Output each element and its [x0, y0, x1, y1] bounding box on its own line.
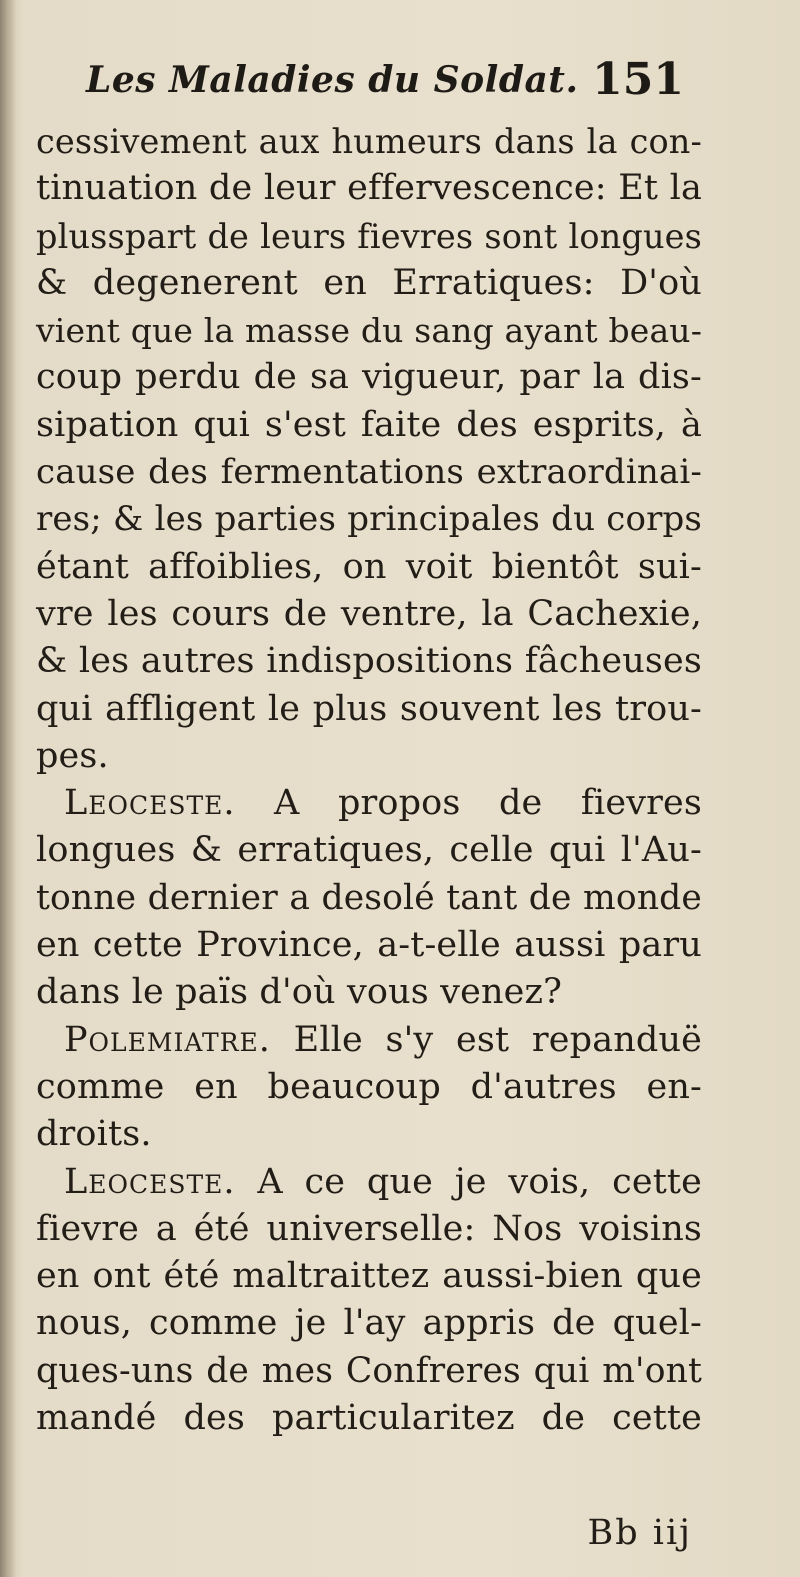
- text-line: qui affligent le plus souvent les trou-: [36, 688, 702, 729]
- text-line: sipation qui s'est faite des esprits, à: [36, 404, 702, 445]
- text-line: coup perdu de sa vigueur, par la dis-: [36, 357, 702, 398]
- text-line: en cette Province, a-t-elle aussi paru: [36, 925, 702, 966]
- signature-mark: Bb iij: [587, 1513, 692, 1553]
- text-line: droits.: [36, 1114, 152, 1155]
- body-text: [36, 118, 702, 1442]
- text-line: ques-uns de mes Confreres qui m'ont: [36, 1350, 702, 1391]
- text-line: pes.: [36, 735, 109, 776]
- text-line: étant affoiblies, on voit bientôt sui-: [36, 546, 702, 587]
- text-line: longues & erratiques, celle qui l'Au-: [36, 830, 702, 871]
- text-line: tinuation de leur effervescence: Et la: [36, 168, 702, 209]
- text-line: en ont été maltraittez aussi-bien que: [36, 1256, 702, 1297]
- speaker-name: Leoceste.: [64, 783, 236, 824]
- dialogue-line-speaker: [36, 780, 702, 827]
- running-head: [86, 48, 684, 112]
- text-line: cessivement aux humeurs dans la con-: [36, 122, 702, 161]
- text-line: vient que la masse du sang ayant beau-: [36, 311, 702, 351]
- dialogue-line-speaker: [36, 1017, 702, 1064]
- page-gutter-shadow: [0, 0, 16, 1577]
- text-line: dans le païs d'où vous venez?: [36, 972, 563, 1013]
- text-line: mandé des particularitez de cette: [36, 1398, 702, 1439]
- running-head-title: Les Maladies du Soldat.: [86, 59, 579, 101]
- speaker-name: Polemiatre.: [64, 1019, 271, 1060]
- text-line: nous, comme je l'ay appris de quel-: [36, 1303, 702, 1344]
- speech-text: Elle s'y est repanduë: [293, 1019, 703, 1060]
- text-line: tonne dernier a desolé tant de monde: [36, 877, 702, 918]
- dialogue-line-speaker: [36, 1159, 702, 1206]
- page-number: 151: [592, 54, 684, 105]
- text-line: & degenerent en Erratiques: D'où: [36, 262, 702, 303]
- text-line: plusspart de leurs fievres sont longues: [36, 216, 702, 256]
- speech-text: A propos de fievres: [274, 783, 702, 824]
- text-line: comme en beaucoup d'autres en-: [36, 1066, 702, 1107]
- text-line: & les autres indispositions fâcheuses: [36, 641, 702, 682]
- text-line: cause des fermentations extraordinai-: [36, 452, 702, 493]
- speaker-name: Leoceste.: [64, 1161, 236, 1202]
- text-line: res; & les parties principales du corps: [36, 499, 702, 540]
- speech-text: A ce que je vois, cette: [257, 1161, 702, 1202]
- text-line: fievre a été universelle: Nos voisins: [36, 1208, 702, 1249]
- text-line: vre les cours de ventre, la Cachexie,: [36, 593, 702, 634]
